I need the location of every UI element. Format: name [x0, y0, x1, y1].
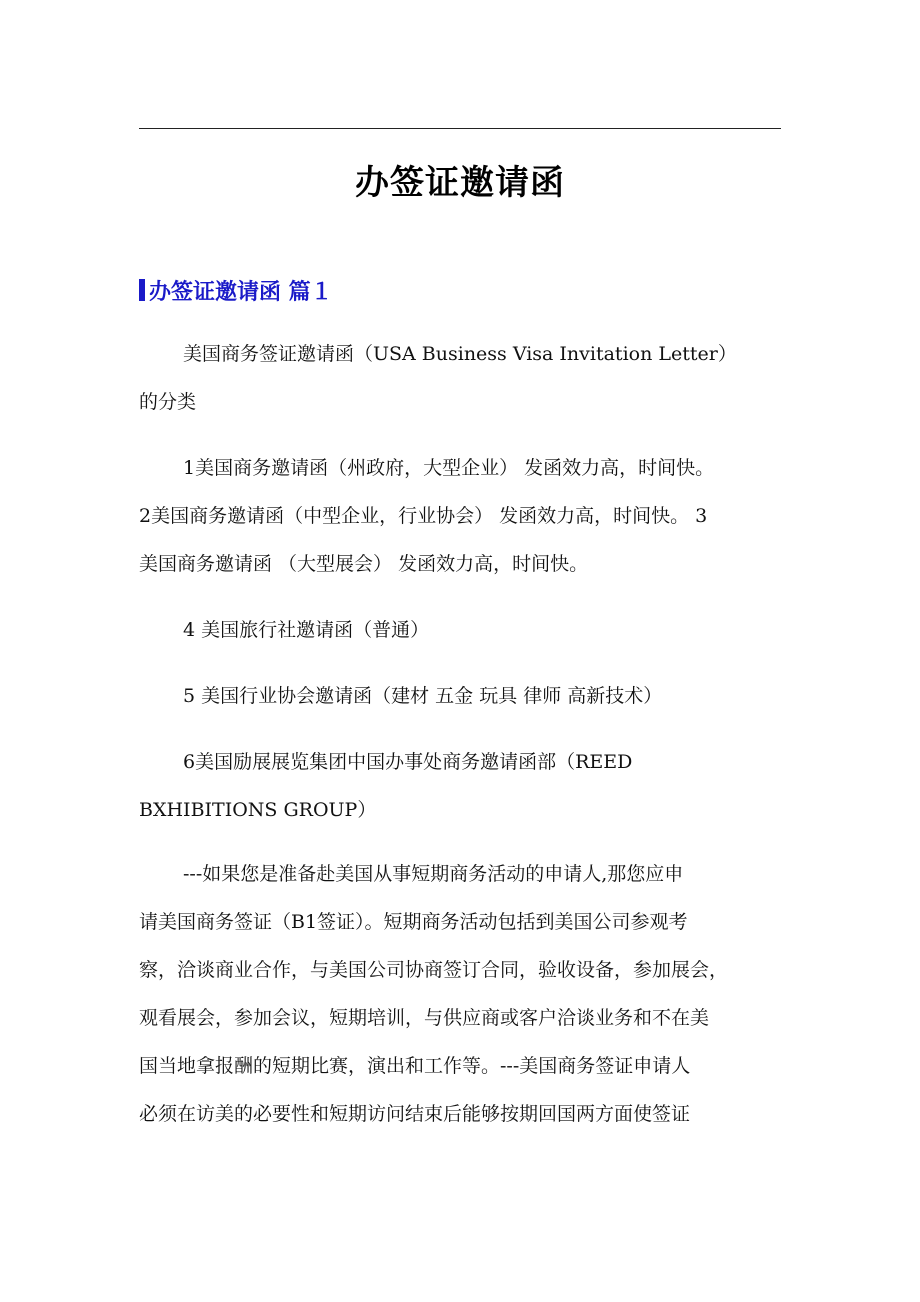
paragraph-line: 察，洽谈商业合作，与美国公司协商签订合同，验收设备，参加展会，	[139, 959, 729, 981]
section-heading-text: 办签证邀请函 篇１	[149, 278, 333, 305]
header-rule	[139, 128, 781, 129]
paragraph-line: 美国商务签证邀请函（USA Business Visa Invitation Letter）	[183, 343, 737, 365]
heading-marker-bar	[139, 279, 145, 301]
paragraph-line: 美国商务邀请函 （大型展会） 发函效力高，时间快。	[139, 553, 589, 575]
paragraph-line: 6美国励展展览集团中国办事处商务邀请函部（REED	[183, 751, 633, 773]
section-heading	[139, 270, 333, 310]
paragraph-line: BXHIBITIONS GROUP）	[139, 799, 377, 821]
paragraph-line: 观看展会，参加会议，短期培训，与供应商或客户洽谈业务和不在美	[139, 1007, 710, 1029]
paragraph-line: 1美国商务邀请函（州政府，大型企业） 发函效力高，时间快。	[183, 457, 715, 479]
paragraph-line: 必须在访美的必要性和短期访问结束后能够按期回国两方面使签证	[139, 1103, 691, 1125]
paragraph-line: ---如果您是准备赴美国从事短期商务活动的申请人,那您应申	[183, 863, 684, 885]
paragraph-line: 请美国商务签证（B1签证）。短期商务活动包括到美国公司参观考	[139, 911, 688, 933]
paragraph-visa-types-intro	[139, 330, 789, 426]
document-title: 办签证邀请函	[355, 163, 565, 203]
paragraph-line: 国当地拿报酬的短期比赛，演出和工作等。---美国商务签证申请人	[139, 1055, 691, 1077]
paragraph-item-4	[139, 606, 789, 654]
paragraph-invitation-types	[139, 444, 789, 588]
paragraph-item-5	[139, 672, 789, 720]
paragraph-b1-visa-description	[139, 850, 789, 1138]
paragraph-line: 的分类	[139, 391, 197, 413]
paragraph-line: 2美国商务邀请函（中型企业，行业协会） 发函效力高，时间快。 3	[139, 505, 708, 527]
paragraph-item-6	[139, 738, 789, 834]
paragraph-line: 4 美国旅行社邀请函（普通）	[183, 619, 430, 641]
paragraph-line: 5 美国行业协会邀请函（建材 五金 玩具 律师 高新技术）	[183, 685, 663, 707]
